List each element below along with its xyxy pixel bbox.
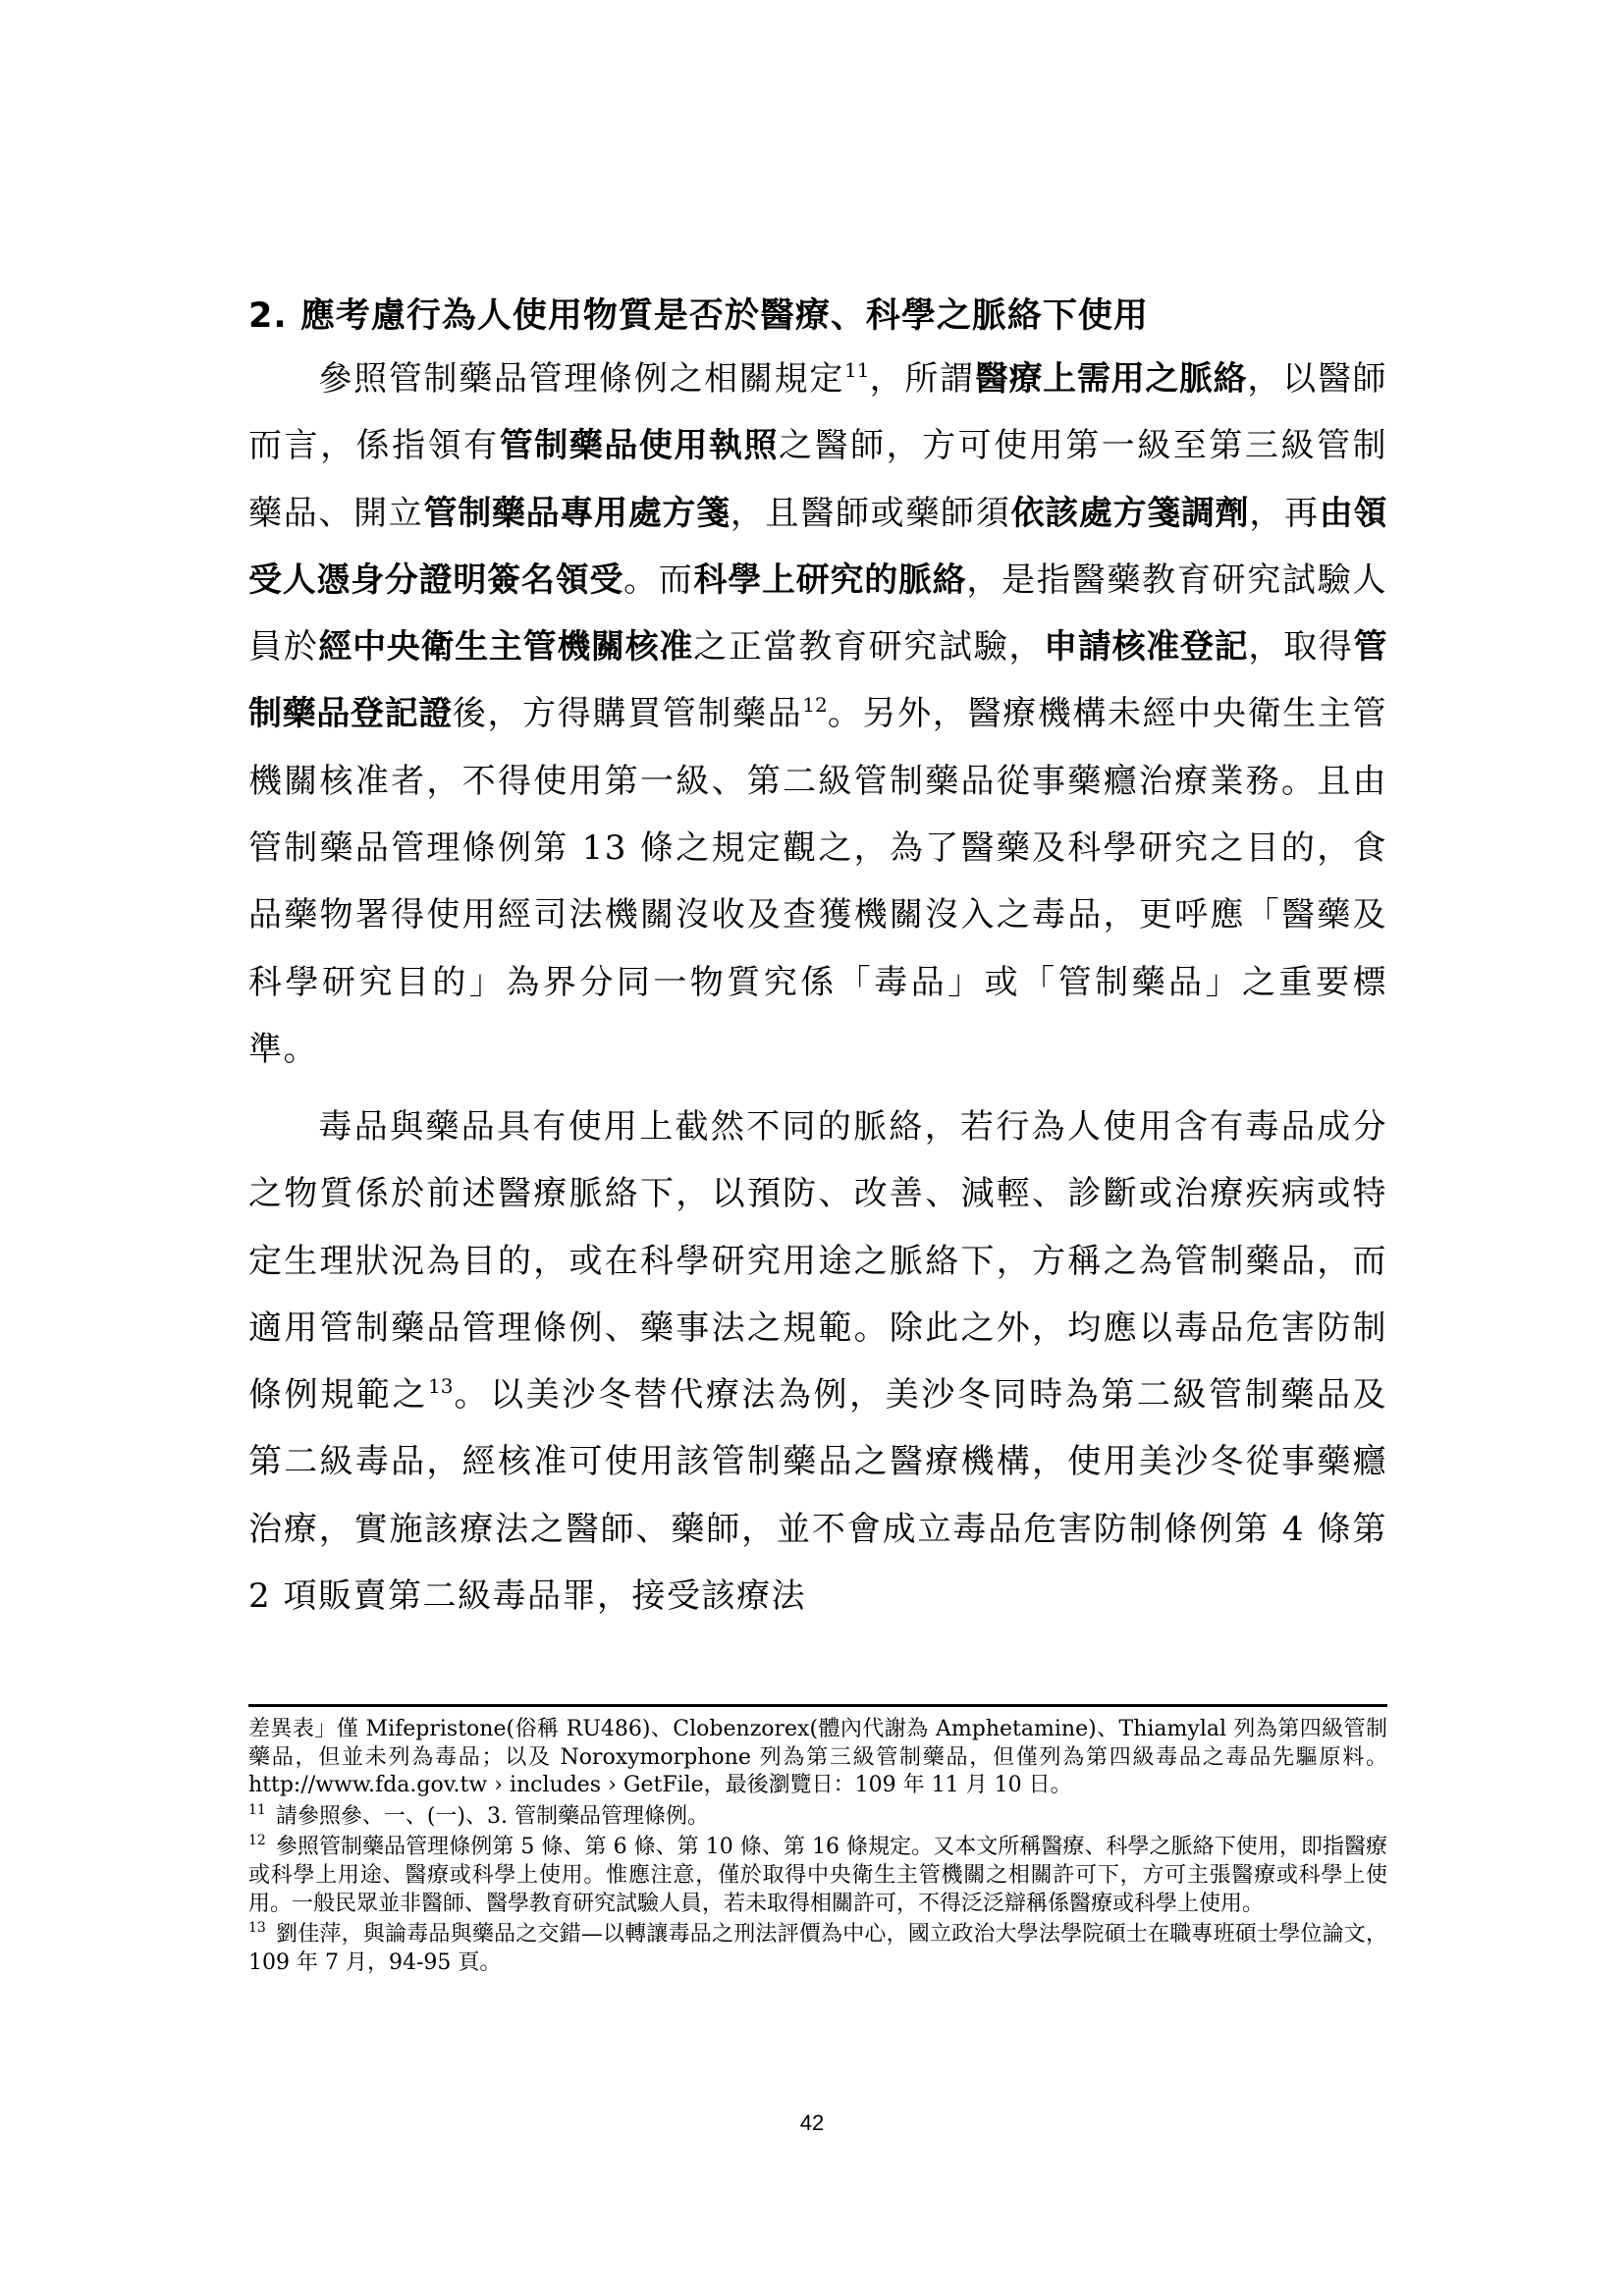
footnote-number: 12 <box>248 1833 266 1849</box>
text-run: 毒品與藥品具有使用上截然不同的脈絡，若行為人使用含有毒品成分之物質係於前述醫療脈絡下，以預防、改善、減輕、診斷或治療疾病或特定生理狀況為目的，或在科學研究用途之脈絡下，方稱之為管制藥品，而適用管制藥品管理條例、藥事法之規範。除此之外，均應以毒品危害防制條例規範之 <box>248 1107 1387 1415</box>
section-title: 應考慮行為人使用物質是否於醫療、科學之脈絡下使用 <box>299 296 1149 336</box>
footnotes <box>248 1716 1387 1977</box>
text-run: ，再 <box>1249 493 1320 533</box>
footnote-ref-11[interactable]: 11 <box>843 358 870 382</box>
text-run: ，且醫師或藥師須 <box>730 493 1011 533</box>
emphasis: 管制藥品使用執照 <box>499 426 779 466</box>
emphasis: 依該處方箋調劑 <box>1010 493 1250 533</box>
emphasis: 由領受人憑身分證明簽名領受 <box>248 493 1387 600</box>
emphasis: 申請核准登記 <box>1044 627 1249 667</box>
footnote-13 <box>248 1921 1387 1977</box>
text-run: 。另外，醫療機構未經中央衛生主管機關核准者，不得使用第一級、第二級管制藥品從事藥癮治療業務。且由管制藥品管理條例第 13 條之規定觀之，為了醫藥及科學研究之目的，食品藥物署得使用經司法機關沒收及查獲機關沒入之毒品，更呼應「醫藥及科學研究目的」為界分同一物質究係「毒品」或「管制藥品」之重要標準。 <box>248 694 1388 1069</box>
text-run: 參照管制藥品管理條例之相關規定 <box>318 359 844 399</box>
text-run: 後，方得購買管制藥品 <box>452 694 803 734</box>
emphasis: 醫療上需用之脈絡 <box>974 359 1248 399</box>
text-run: 。以美沙冬替代療法為例，美沙冬同時為第二級管制藥品及第二級毒品，經核准可使用該管制藥品之醫療機構，使用美沙冬從事藥癮治療，實施該療法之醫師、藥師，並不會成立毒品危害防制條例第 4 條第 2 項販賣第二級毒品罪，接受該療法 <box>248 1375 1388 1617</box>
emphasis: 管制藥品登記證 <box>248 627 1387 734</box>
text-run: ，取得 <box>1248 627 1354 667</box>
text-run: ，是指醫藥教育研究試驗人員於 <box>248 560 1387 667</box>
emphasis: 經中央衛生主管機關核准 <box>318 627 694 667</box>
footnote-number: 11 <box>248 1801 266 1818</box>
text-run: 。而 <box>623 560 694 600</box>
footnote-text: 劉佳萍，與論毒品與藥品之交錯—以轉讓毒品之刑法評價為中心，國立政治大學法學院碩士在職專班碩士學位論文，109 年 7 月，94-95 頁。 <box>248 1922 1387 1975</box>
section-heading <box>248 287 1387 346</box>
body-paragraph-1 <box>248 346 1387 1083</box>
text-run: 之正當教育研究試驗， <box>693 627 1045 667</box>
footnote-ref-12[interactable]: 12 <box>802 693 828 718</box>
footnote-text: 參照管制藥品管理條例第 5 條、第 6 條、第 10 條、第 16 條規定。又本文所稱醫療、科學之脈絡下使用，即指醫療或科學上用途、醫療或科學上使用。惟應注意，僅於取得中央衛生主管機關之相關許可下，方可主張醫療或科學上使用。一般民眾並非醫師、醫學教育研究試驗人員，若未取得相關許可，不得泛泛辯稱係醫療或科學上使用。 <box>248 1835 1387 1916</box>
emphasis: 科學上研究的脈絡 <box>693 560 967 600</box>
section-number: 2. <box>248 296 288 336</box>
text-run: ，以醫師而言，係指領有 <box>248 359 1388 466</box>
footnote-11 <box>248 1803 1387 1832</box>
footnote-number: 13 <box>248 1920 266 1937</box>
emphasis: 管制藥品專用處方箋 <box>423 493 731 533</box>
footnote-separator <box>248 1704 1387 1707</box>
text-run: 之醫師，方可使用第一級至第三級管制藥品、開立 <box>248 426 1388 533</box>
footnote-text: 請參照參、一、(一)、3. 管制藥品管理條例。 <box>275 1803 709 1829</box>
footnote-continuation: 差異表」僅 Mifepristone(俗稱 RU486)、Clobenzorex(體內代謝為 Amphetamine)、Thiamylal 列為第四級管制藥品，但並未列為毒品；以及 Noroxymorphone 列為第三級管制藥品，但僅列為第四級毒品之毒品先驅原料。http://www.fda.gov.tw › includes › GetFile，最後瀏覽日：109 年 11 月 10 日。 <box>248 1717 1387 1798</box>
footnote-12 <box>248 1834 1387 1918</box>
footnote-ref-13[interactable]: 13 <box>428 1374 454 1399</box>
text-run: ，所謂 <box>869 359 975 399</box>
body-paragraph-2 <box>248 1094 1387 1629</box>
page-number: 42 <box>799 2110 825 2135</box>
